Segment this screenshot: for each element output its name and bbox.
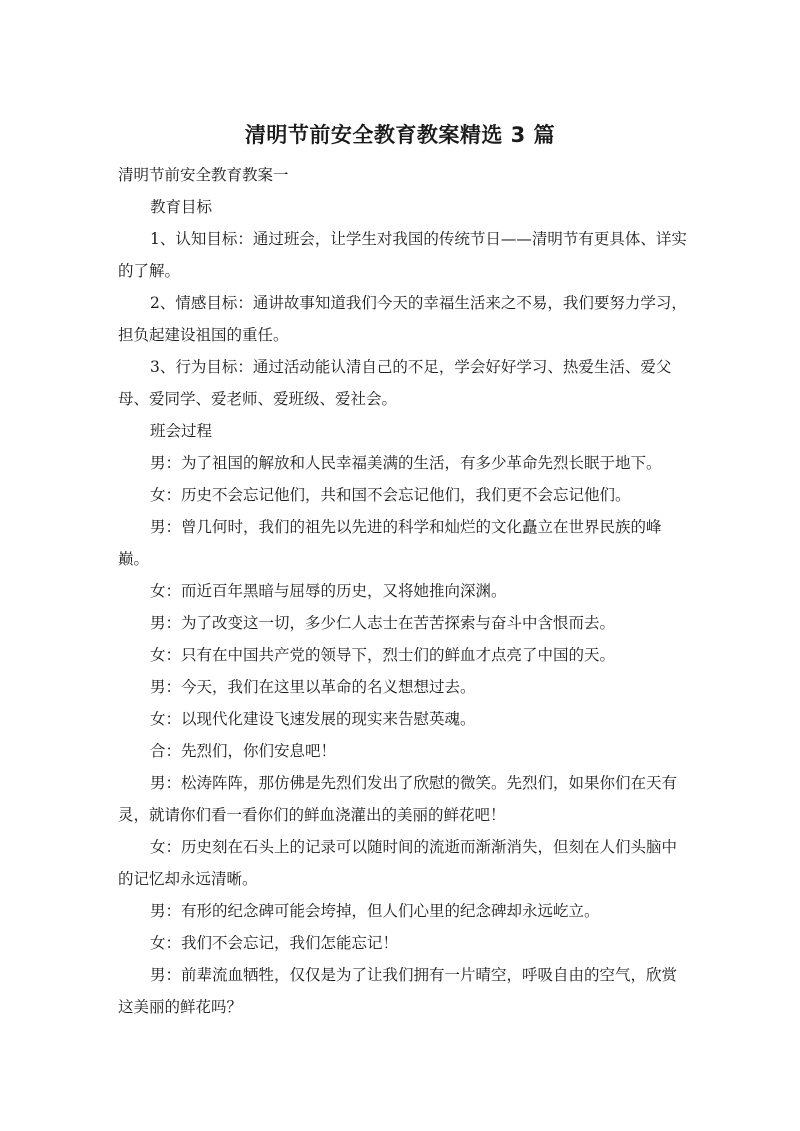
paragraph: 1、认知目标：通过班会，让学生对我国的传统节日——清明节有更具体、详实的了解。	[118, 230, 687, 280]
paragraph: 女：我们不会忘记，我们怎能忘记！	[150, 934, 399, 952]
paragraph: 男：前辈流血牺牲，仅仅是为了让我们拥有一片晴空，呼吸自由的空气，欣赏这美丽的鲜花吗？	[118, 966, 678, 1016]
paragraph: 女：历史刻在石头上的记录可以随时间的流逝而渐渐消失，但刻在人们头脑中的记忆却永远清晰。	[118, 838, 678, 888]
paragraph: 男：有形的纪念碑可能会垮掉，但人们心里的纪念碑却永远屹立。	[150, 902, 600, 920]
paragraph: 女：只有在中国共产党的领导下，烈士们的鲜血才点亮了中国的天。	[150, 646, 616, 664]
paragraph: 男：为了改变这一切，多少仁人志士在苦苦探索与奋斗中含恨而去。	[150, 614, 616, 632]
subheading-process: 班会过程	[150, 422, 213, 440]
paragraph: 女：以现代化建设飞速发展的现实来告慰英魂。	[150, 710, 476, 728]
section-heading: 清明节前安全教育教案一	[118, 166, 289, 184]
paragraph: 女：历史不会忘记他们，共和国不会忘记他们，我们更不会忘记他们。	[150, 486, 631, 504]
document-title: 清明节前安全教育教案精选 3 篇	[244, 123, 556, 147]
paragraph: 女：而近百年黑暗与屈辱的历史，又将她推向深渊。	[150, 582, 507, 600]
paragraph: 合：先烈们，你们安息吧！	[150, 742, 337, 760]
paragraph: 男：松涛阵阵，那仿佛是先烈们发出了欣慰的微笑。先烈们，如果你们在天有灵，就请你们看一看你们的鲜血浇灌出的美丽的鲜花吧！	[118, 774, 678, 824]
subheading-goals: 教育目标	[150, 198, 213, 216]
paragraph: 男：为了祖国的解放和人民幸福美满的生活，有多少革命先烈长眠于地下。	[150, 454, 662, 472]
paragraph: 3、行为目标：通过活动能认清自己的不足，学会好好学习、热爱生活、爱父母、爱同学、爱老师、爱班级、爱社会。	[118, 358, 672, 408]
paragraph: 2、情感目标：通讲故事知道我们今天的幸福生活来之不易，我们要努力学习，担负起建设祖国的重任。	[118, 294, 687, 344]
document-body	[118, 159, 690, 1023]
paragraph: 男：今天，我们在这里以革命的名义想想过去。	[150, 678, 476, 696]
paragraph: 男：曾几何时，我们的祖先以先进的科学和灿烂的文化矗立在世界民族的峰巅。	[118, 518, 662, 568]
